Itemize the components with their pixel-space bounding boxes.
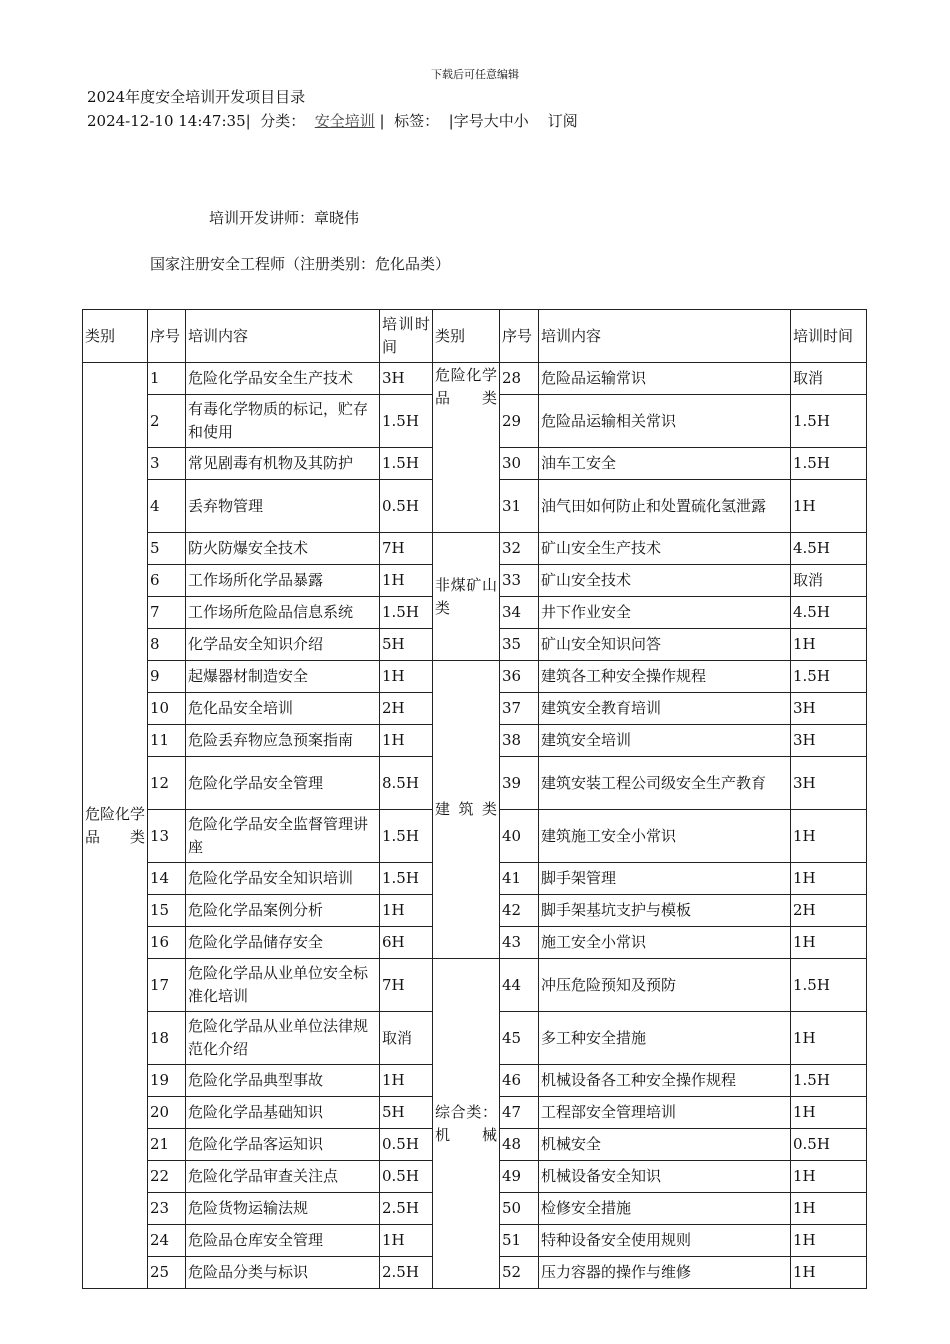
training-time: 8.5H (380, 757, 433, 810)
row-number: 32 (500, 533, 539, 565)
row-number: 51 (500, 1225, 539, 1257)
column-header: 培训内容 (186, 310, 380, 363)
training-content: 危险品运输常识 (539, 363, 791, 395)
training-content: 井下作业安全 (539, 597, 791, 629)
training-content: 危险化学品安全知识培训 (186, 863, 380, 895)
training-content: 危险化学品案例分析 (186, 895, 380, 927)
row-number: 46 (500, 1065, 539, 1097)
row-number: 2 (148, 395, 186, 448)
training-content: 危险化学品安全监督管理讲座 (186, 810, 380, 863)
training-time: 2.5H (380, 1257, 433, 1289)
training-content: 危险化学品储存安全 (186, 927, 380, 959)
row-number: 43 (500, 927, 539, 959)
training-content: 危险品运输相关常识 (539, 395, 791, 448)
training-time: 1H (791, 1225, 867, 1257)
row-number: 16 (148, 927, 186, 959)
training-time: 7H (380, 959, 433, 1012)
training-time: 1.5H (791, 448, 867, 480)
row-number: 7 (148, 597, 186, 629)
row-number: 44 (500, 959, 539, 1012)
category-cell: 非煤矿山类 (433, 533, 500, 661)
training-content: 特种设备安全使用规则 (539, 1225, 791, 1257)
row-number: 41 (500, 863, 539, 895)
column-header: 培训内容 (539, 310, 791, 363)
training-content: 脚手架管理 (539, 863, 791, 895)
row-number: 28 (500, 363, 539, 395)
row-number: 34 (500, 597, 539, 629)
table-row (83, 363, 867, 395)
table-row (83, 533, 867, 565)
training-time: 1H (380, 895, 433, 927)
table-row (83, 959, 867, 1012)
training-content: 危险品仓库安全管理 (186, 1225, 380, 1257)
row-number: 49 (500, 1161, 539, 1193)
category-cell: 危险化学品类 (433, 363, 500, 533)
training-content: 危险化学品从业单位安全标准化培训 (186, 959, 380, 1012)
training-time: 取消 (791, 363, 867, 395)
training-content: 检修安全措施 (539, 1193, 791, 1225)
row-number: 3 (148, 448, 186, 480)
training-time: 2.5H (380, 1193, 433, 1225)
training-content: 压力容器的操作与维修 (539, 1257, 791, 1289)
training-content: 常见剧毒有机物及其防护 (186, 448, 380, 480)
training-time: 1H (791, 927, 867, 959)
training-time: 5H (380, 1097, 433, 1129)
training-content: 危险化学品客运知识 (186, 1129, 380, 1161)
training-time: 5H (380, 629, 433, 661)
row-number: 25 (148, 1257, 186, 1289)
training-content: 矿山安全知识问答 (539, 629, 791, 661)
training-time: 0.5H (380, 1161, 433, 1193)
training-content: 危险化学品典型事故 (186, 1065, 380, 1097)
category-cell: 综合类：机械 (433, 959, 500, 1289)
training-content: 施工安全小常识 (539, 927, 791, 959)
row-number: 14 (148, 863, 186, 895)
training-content: 工作场所化学品暴露 (186, 565, 380, 597)
row-number: 47 (500, 1097, 539, 1129)
training-content: 化学品安全知识介绍 (186, 629, 380, 661)
training-time: 2H (380, 693, 433, 725)
training-content: 有毒化学物质的标记，贮存和使用 (186, 395, 380, 448)
row-number: 20 (148, 1097, 186, 1129)
training-time: 1.5H (380, 395, 433, 448)
training-content: 危险化学品安全管理 (186, 757, 380, 810)
training-time: 1H (791, 863, 867, 895)
training-time: 3H (791, 725, 867, 757)
row-number: 15 (148, 895, 186, 927)
training-time: 2H (791, 895, 867, 927)
column-header: 培训时间 (791, 310, 867, 363)
table-row (83, 661, 867, 693)
training-content: 脚手架基坑支护与模板 (539, 895, 791, 927)
training-time: 1H (791, 629, 867, 661)
row-number: 17 (148, 959, 186, 1012)
training-content: 工作场所危险品信息系统 (186, 597, 380, 629)
training-time: 1.5H (380, 863, 433, 895)
row-number: 37 (500, 693, 539, 725)
training-content: 危险化学品基础知识 (186, 1097, 380, 1129)
row-number: 18 (148, 1012, 186, 1065)
training-content: 冲压危险预知及预防 (539, 959, 791, 1012)
column-header: 类别 (83, 310, 148, 363)
page-header-note: 下载后可任意编辑 (431, 68, 519, 81)
training-content: 危险丢弃物应急预案指南 (186, 725, 380, 757)
training-content: 危化品安全培训 (186, 693, 380, 725)
training-time: 3H (791, 757, 867, 810)
training-time: 1H (791, 1012, 867, 1065)
row-number: 38 (500, 725, 539, 757)
training-time: 0.5H (380, 1129, 433, 1161)
training-content: 建筑安全教育培训 (539, 693, 791, 725)
training-content: 工程部安全管理培训 (539, 1097, 791, 1129)
row-number: 10 (148, 693, 186, 725)
training-time: 0.5H (791, 1129, 867, 1161)
training-content: 建筑施工安全小常识 (539, 810, 791, 863)
row-number: 5 (148, 533, 186, 565)
row-number: 42 (500, 895, 539, 927)
training-catalog-table (82, 309, 867, 1289)
post-meta-suffix: | 标签： |字号大中小 订阅 (374, 112, 578, 130)
row-number: 29 (500, 395, 539, 448)
row-number: 23 (148, 1193, 186, 1225)
training-time: 6H (380, 927, 433, 959)
training-time: 1H (380, 565, 433, 597)
column-header: 培训时间 (380, 310, 433, 363)
training-content: 矿山安全生产技术 (539, 533, 791, 565)
category-cell: 建筑类 (433, 661, 500, 959)
training-time: 取消 (380, 1012, 433, 1065)
training-content: 危险化学品从业单位法律规范化介绍 (186, 1012, 380, 1065)
training-content: 危险化学品审查关注点 (186, 1161, 380, 1193)
instructor-line: 培训开发讲师：章晓伟 (209, 209, 360, 227)
column-header: 序号 (148, 310, 186, 363)
row-number: 4 (148, 480, 186, 533)
training-content: 防火防爆安全技术 (186, 533, 380, 565)
training-time: 4.5H (791, 597, 867, 629)
training-content: 起爆器材制造安全 (186, 661, 380, 693)
training-time: 1H (380, 1225, 433, 1257)
training-content: 建筑安全培训 (539, 725, 791, 757)
training-content: 建筑各工种安全操作规程 (539, 661, 791, 693)
row-number: 52 (500, 1257, 539, 1289)
training-content: 多工种安全措施 (539, 1012, 791, 1065)
training-time: 0.5H (380, 480, 433, 533)
row-number: 33 (500, 565, 539, 597)
training-time: 7H (380, 533, 433, 565)
training-time: 1H (380, 1065, 433, 1097)
training-content: 危险化学品安全生产技术 (186, 363, 380, 395)
training-time: 1H (791, 1257, 867, 1289)
row-number: 39 (500, 757, 539, 810)
row-number: 48 (500, 1129, 539, 1161)
training-time: 1H (791, 810, 867, 863)
row-number: 24 (148, 1225, 186, 1257)
row-number: 1 (148, 363, 186, 395)
row-number: 11 (148, 725, 186, 757)
training-time: 1.5H (791, 661, 867, 693)
post-meta-prefix: 2024-12-10 14:47:35| 分类： (87, 112, 315, 130)
training-time: 1H (791, 1097, 867, 1129)
training-content: 机械设备各工种安全操作规程 (539, 1065, 791, 1097)
training-time: 1H (791, 480, 867, 533)
training-content: 矿山安全技术 (539, 565, 791, 597)
category-cell: 危险化学品类 (83, 363, 148, 1289)
training-content: 机械设备安全知识 (539, 1161, 791, 1193)
row-number: 6 (148, 565, 186, 597)
training-time: 1.5H (380, 448, 433, 480)
row-number: 22 (148, 1161, 186, 1193)
row-number: 40 (500, 810, 539, 863)
category-link[interactable]: 安全培训 (314, 112, 375, 130)
training-time: 1.5H (791, 395, 867, 448)
training-time: 1.5H (791, 959, 867, 1012)
post-meta (87, 110, 578, 131)
training-content: 危险货物运输法规 (186, 1193, 380, 1225)
training-time: 3H (791, 693, 867, 725)
training-content: 丢弃物管理 (186, 480, 380, 533)
training-time: 取消 (791, 565, 867, 597)
training-content: 油气田如何防止和处置硫化氢泄露 (539, 480, 791, 533)
training-content: 危险品分类与标识 (186, 1257, 380, 1289)
row-number: 36 (500, 661, 539, 693)
row-number: 13 (148, 810, 186, 863)
document-title: 2024年度安全培训开发项目目录 (87, 88, 306, 106)
training-content: 机械安全 (539, 1129, 791, 1161)
training-time: 1.5H (380, 810, 433, 863)
certification-line: 国家注册安全工程师（注册类别：危化品类） (150, 255, 451, 273)
row-number: 45 (500, 1012, 539, 1065)
table-header-row (83, 310, 867, 363)
row-number: 9 (148, 661, 186, 693)
training-content: 建筑安装工程公司级安全生产教育 (539, 757, 791, 810)
column-header: 类别 (433, 310, 500, 363)
training-time: 1H (380, 661, 433, 693)
column-header: 序号 (500, 310, 539, 363)
row-number: 30 (500, 448, 539, 480)
row-number: 19 (148, 1065, 186, 1097)
training-time: 1H (791, 1161, 867, 1193)
row-number: 50 (500, 1193, 539, 1225)
training-time: 3H (380, 363, 433, 395)
row-number: 21 (148, 1129, 186, 1161)
training-time: 1.5H (791, 1065, 867, 1097)
training-time: 4.5H (791, 533, 867, 565)
training-time: 1H (791, 1193, 867, 1225)
row-number: 35 (500, 629, 539, 661)
training-time: 1.5H (380, 597, 433, 629)
training-content: 油车工安全 (539, 448, 791, 480)
row-number: 8 (148, 629, 186, 661)
row-number: 12 (148, 757, 186, 810)
training-time: 1H (380, 725, 433, 757)
row-number: 31 (500, 480, 539, 533)
